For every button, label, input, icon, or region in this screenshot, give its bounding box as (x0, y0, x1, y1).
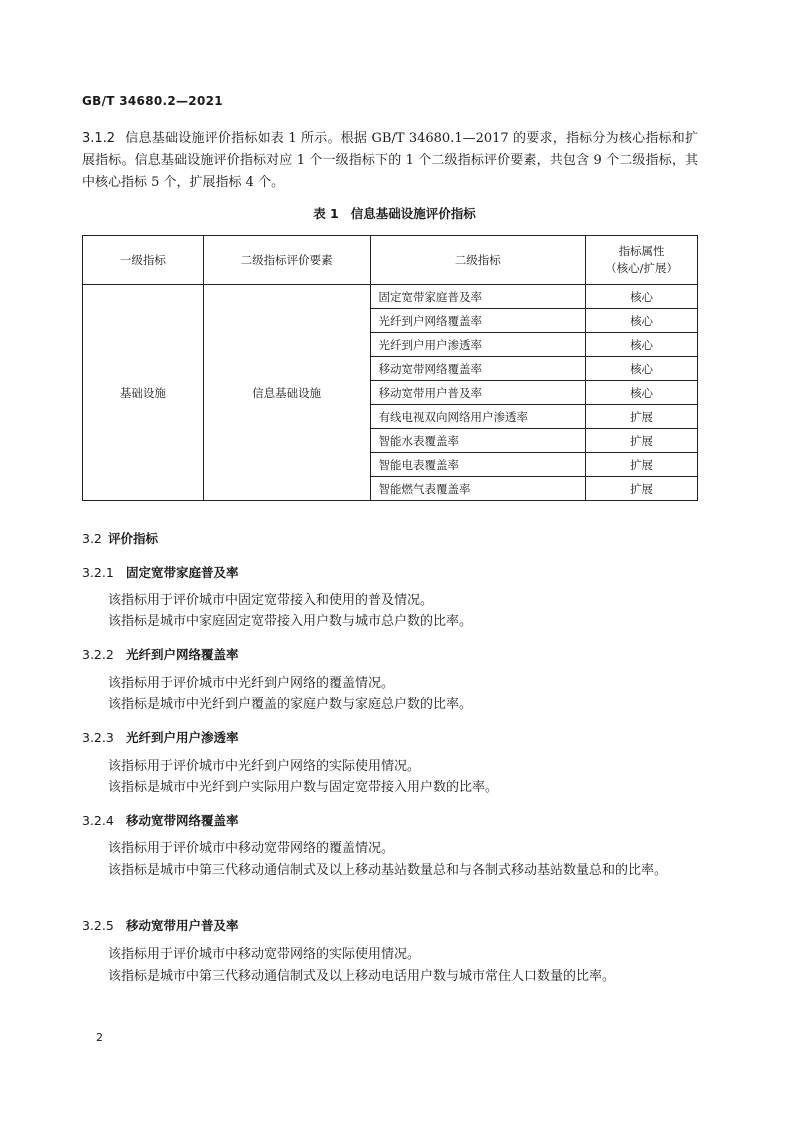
indicator-attr: 核心 (586, 381, 698, 405)
indicator-attr: 核心 (586, 285, 698, 309)
indicator-name: 智能燃气表覆盖率 (370, 477, 586, 501)
paragraph: 该指标是城市中家庭固定宽带接入用户数与城市总户数的比率。 (108, 614, 473, 629)
header-level1: 一级指标 (83, 236, 204, 285)
indicator-name: 有线电视双向网络用户渗透率 (370, 405, 586, 429)
section-title: 评价指标 (108, 531, 159, 546)
indicator-name: 光纤到户网络覆盖率 (370, 309, 586, 333)
subsection-title: 光纤到户网络覆盖率 (126, 647, 239, 662)
indicator-attr: 扩展 (586, 429, 698, 453)
standard-code: GB/T 34680.2—2021 (82, 94, 223, 108)
page-number: 2 (96, 1031, 103, 1044)
table-title: 信息基础设施评价指标 (350, 206, 476, 221)
indicator-attr: 核心 (586, 333, 698, 357)
header-level2: 二级指标 (370, 236, 586, 285)
indicator-name: 移动宽带用户普及率 (370, 381, 586, 405)
indicator-name: 固定宽带家庭普及率 (370, 285, 586, 309)
indicator-name: 智能水表覆盖率 (370, 429, 586, 453)
indicator-name: 移动宽带网络覆盖率 (370, 357, 586, 381)
indicator-name: 光纤到户用户渗透率 (370, 333, 586, 357)
level2-element-cell: 信息基础设施 (203, 285, 370, 501)
header-attribute-line2: （核心/扩展） (605, 261, 678, 275)
table-caption (0, 204, 789, 222)
clause-text: 信息基础设施评价指标如表 1 所示。根据 GB/T 34680.1—2017 的要求，指标分为核心指标和扩展指标。信息基础设施评价指标对应 1 个一级指标下的 1 个二级指标评价要素，共包含 9 个二级指标，其中核心指标 5 个，扩展指标 4 个。 (82, 131, 698, 190)
header-level2-element: 二级指标评价要素 (203, 236, 370, 285)
paragraph: 该指标用于评价城市中光纤到户网络的实际使用情况。 (108, 759, 421, 774)
indicator-attr: 扩展 (586, 405, 698, 429)
clause-3-1-2 (82, 128, 698, 194)
subsection-title: 移动宽带网络覆盖率 (126, 813, 239, 828)
clause-number: 3.1.2 (82, 131, 116, 146)
paragraph: 该指标用于评价城市中移动宽带网络的覆盖情况。 (108, 841, 395, 856)
subsection-heading (82, 728, 239, 746)
paragraph: 该指标是城市中第三代移动通信制式及以上移动基站数量总和与各制式移动基站数量总和的比率。 (108, 863, 668, 878)
paragraph: 该指标是城市中光纤到户实际用户数与固定宽带接入用户数的比率。 (108, 780, 499, 795)
paragraph: 该指标用于评价城市中移动宽带网络的实际使用情况。 (108, 947, 421, 962)
subsection-heading (82, 563, 239, 581)
subsection-heading (82, 811, 239, 829)
subsection-number: 3.2.2 (82, 647, 114, 662)
header-attribute (586, 236, 698, 285)
section-number: 3.2 (82, 531, 102, 546)
indicator-attr: 扩展 (586, 477, 698, 501)
indicator-attr: 核心 (586, 309, 698, 333)
section-heading (82, 529, 158, 547)
subsection-heading (82, 916, 239, 934)
subsection-heading (82, 645, 239, 663)
subsection-number: 3.2.4 (82, 813, 114, 828)
table-number: 表 1 (313, 206, 339, 221)
level1-cell: 基础设施 (83, 285, 204, 501)
paragraph: 该指标用于评价城市中光纤到户网络的覆盖情况。 (108, 676, 395, 691)
indicator-name: 智能电表覆盖率 (370, 453, 586, 477)
subsection-number: 3.2.5 (82, 918, 114, 933)
paragraph: 该指标是城市中第三代移动通信制式及以上移动电话用户数与城市常住人口数量的比率。 (108, 969, 616, 984)
subsection-number: 3.2.3 (82, 730, 114, 745)
subsection-number: 3.2.1 (82, 565, 114, 580)
paragraph: 该指标是城市中光纤到户覆盖的家庭户数与家庭总户数的比率。 (108, 697, 473, 712)
subsection-title: 光纤到户用户渗透率 (126, 730, 239, 745)
indicator-attr: 扩展 (586, 453, 698, 477)
paragraph: 该指标用于评价城市中固定宽带接入和使用的普及情况。 (108, 593, 434, 608)
indicator-table (82, 235, 698, 501)
indicator-attr: 核心 (586, 357, 698, 381)
header-attribute-line1: 指标属性 (618, 244, 665, 258)
subsection-title: 移动宽带用户普及率 (126, 918, 239, 933)
subsection-title: 固定宽带家庭普及率 (126, 565, 239, 580)
table-header-row (83, 236, 698, 285)
table-row (83, 285, 698, 309)
